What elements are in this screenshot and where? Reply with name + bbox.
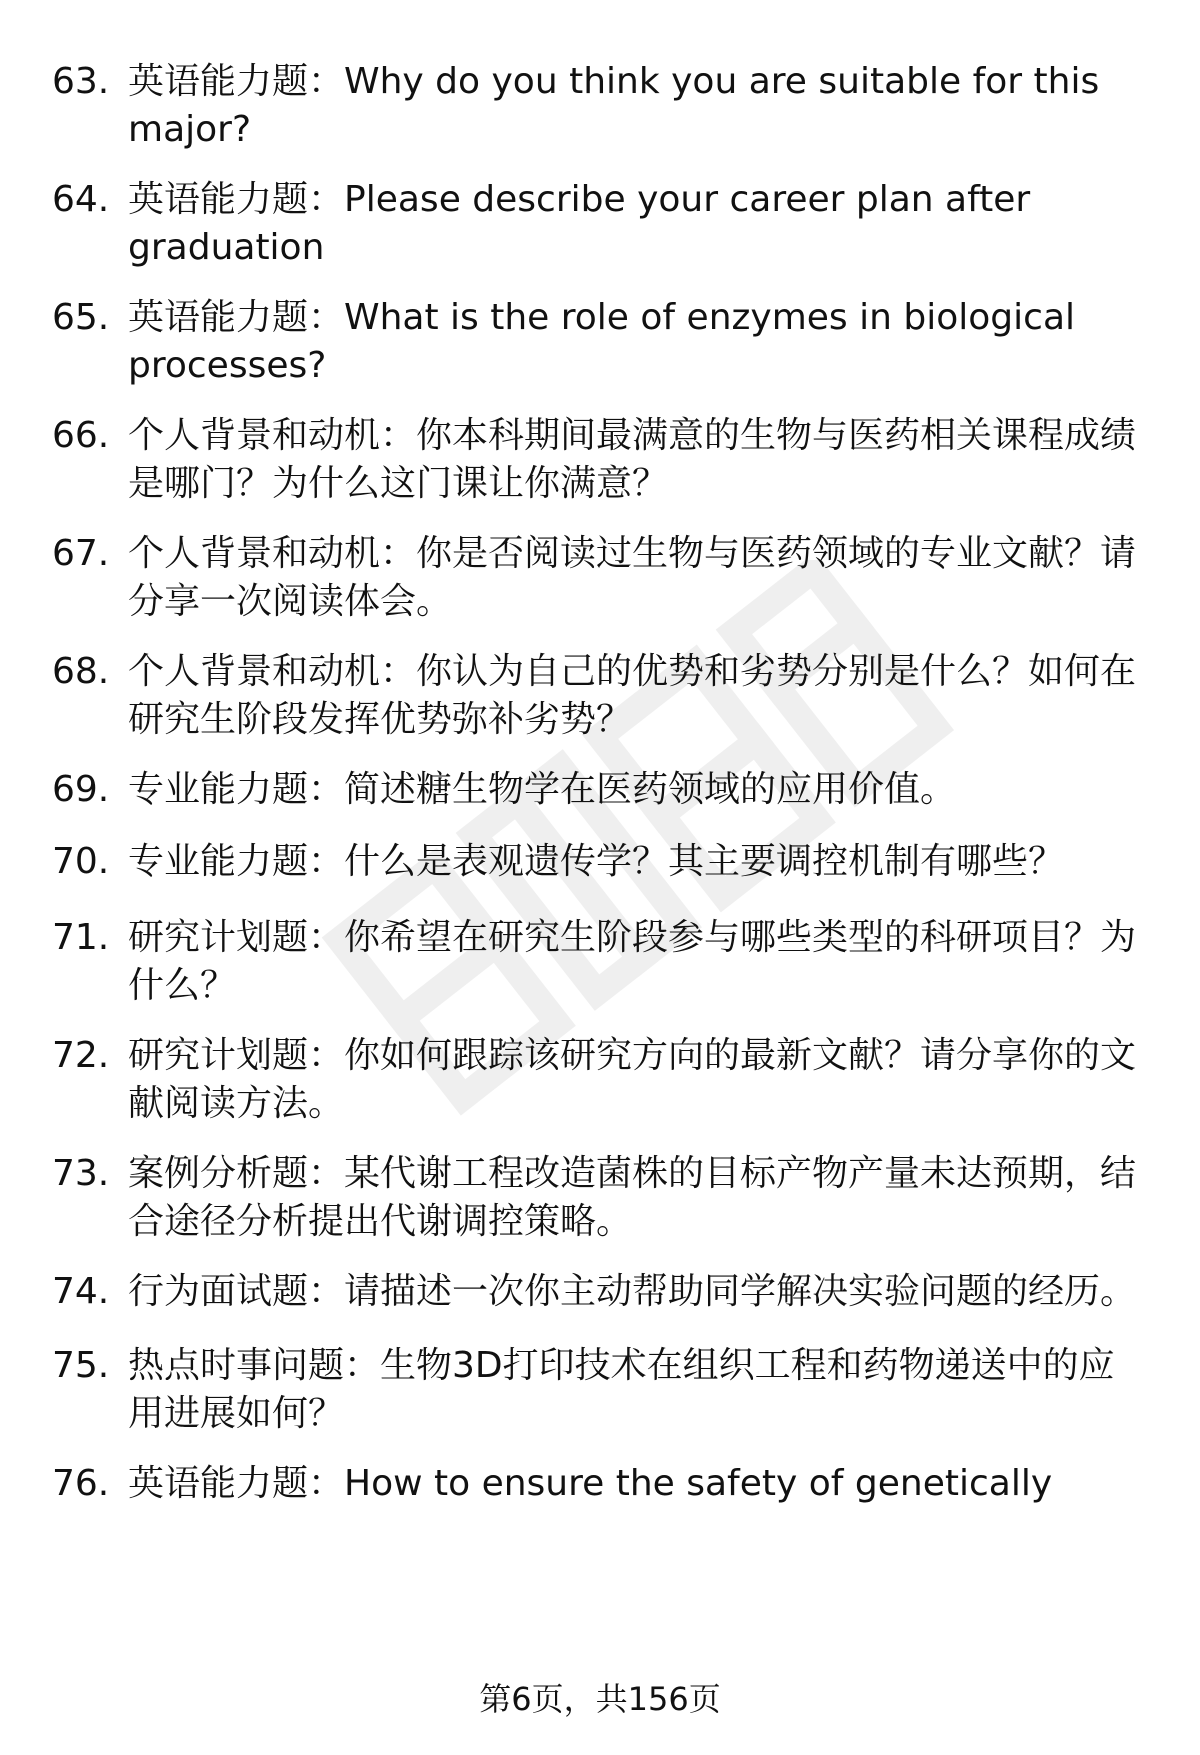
item-text: [128, 58, 1148, 154]
item-question: 你如何跟踪该研究方向的最新文献？请分享你的文献阅读方法。: [128, 1035, 1137, 1124]
item-text: [128, 766, 1148, 814]
item-number: 69.: [52, 769, 110, 810]
item-text: [128, 648, 1148, 744]
item-question: 生物3D打印技术在组织工程和药物递送中的应用进展如何？: [128, 1345, 1115, 1434]
item-category: 案例分析题：: [128, 1153, 345, 1194]
item-question: 请描述一次你主动帮助同学解决实验问题的经历。: [344, 1271, 1137, 1312]
item-question: 你是否阅读过生物与医药领域的专业文献？请分享一次阅读体会。: [128, 533, 1137, 622]
item-question: Please describe your career plan after graduation: [128, 179, 1031, 268]
item-number: 67.: [52, 533, 110, 574]
item-category: 英语能力题：: [128, 297, 345, 338]
item-question: What is the role of enzymes in biological processes?: [128, 297, 1076, 386]
item-number: 74.: [52, 1271, 110, 1312]
item-text: [128, 1150, 1148, 1246]
item-category: 个人背景和动机：: [128, 651, 417, 692]
item-category: 个人背景和动机：: [128, 533, 417, 574]
item-category: 专业能力题：: [128, 769, 345, 810]
item-text: [128, 412, 1148, 508]
item-text: [128, 176, 1148, 272]
item-number: 66.: [52, 415, 110, 456]
item-number: 71.: [52, 917, 110, 958]
item-number: 64.: [52, 179, 110, 220]
item-question: How to ensure the safety of genetically: [344, 1463, 1053, 1504]
item-text: [128, 1460, 1148, 1508]
item-question: 你本科期间最满意的生物与医药相关课程成绩是哪门？为什么这门课让你满意？: [128, 415, 1137, 504]
item-number: 65.: [52, 297, 110, 338]
item-text: [128, 1032, 1148, 1128]
item-category: 专业能力题：: [128, 841, 345, 882]
item-number: 68.: [52, 651, 110, 692]
item-text: [128, 838, 1148, 886]
item-category: 英语能力题：: [128, 1463, 345, 1504]
item-text: [128, 294, 1148, 390]
item-question: 你希望在研究生阶段参与哪些类型的科研项目？为什么？: [128, 917, 1137, 1006]
item-number: 72.: [52, 1035, 110, 1076]
page-number-footer: 第6页，共156页: [479, 1680, 721, 1718]
item-category: 研究计划题：: [128, 917, 345, 958]
item-number: 70.: [52, 841, 110, 882]
item-text: [128, 530, 1148, 626]
item-text: [128, 1342, 1148, 1438]
item-question: 你认为自己的优势和劣势分别是什么？如何在研究生阶段发挥优势弥补劣势？: [128, 651, 1137, 740]
item-category: 英语能力题：: [128, 61, 345, 102]
item-text: [128, 914, 1148, 1010]
item-question: Why do you think you are suitable for this major?: [128, 61, 1100, 150]
item-number: 75.: [52, 1345, 110, 1386]
item-category: 热点时事问题：: [128, 1345, 381, 1386]
item-category: 研究计划题：: [128, 1035, 345, 1076]
item-category: 行为面试题：: [128, 1271, 345, 1312]
item-number: 73.: [52, 1153, 110, 1194]
item-text: [128, 1268, 1148, 1316]
item-category: 英语能力题：: [128, 179, 345, 220]
item-question: 某代谢工程改造菌株的目标产物产量未达预期，结合途径分析提出代谢调控策略。: [128, 1153, 1137, 1242]
item-question: 什么是表观遗传学？其主要调控机制有哪些？: [344, 841, 1065, 882]
item-number: 63.: [52, 61, 110, 102]
item-category: 个人背景和动机：: [128, 415, 417, 456]
item-question: 简述糖生物学在医药领域的应用价值。: [344, 769, 957, 810]
item-number: 76.: [52, 1463, 110, 1504]
